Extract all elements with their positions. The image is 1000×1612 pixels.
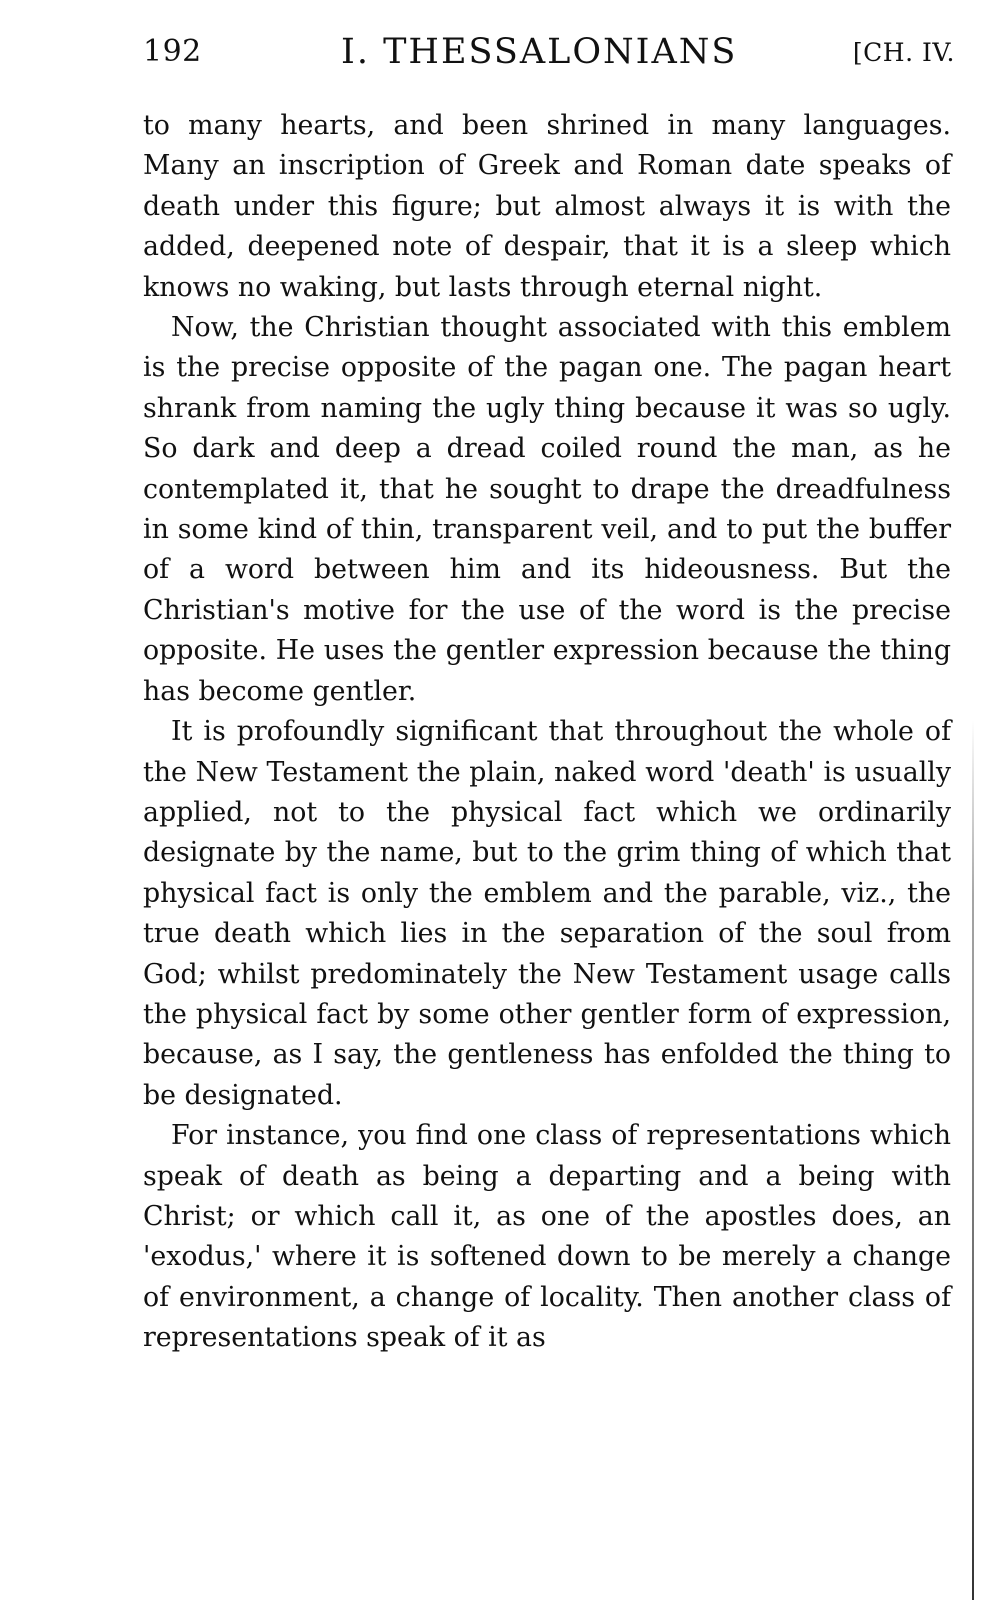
page-number: 192	[143, 34, 202, 69]
running-title: I. THESSALONIANS	[341, 32, 738, 72]
page-edge-shadow	[972, 720, 974, 1600]
paragraph: Now, the Christian thought associated with this emblem is the precise opposite of the pagan one. The pagan heart shrank from naming the ugly thing because it was so ugly. So dark and deep a dread coiled round the man, as he contemplated it, that he sought to drape the dreadfulness in some kind of thin, transparent veil, and to put the buffer of a word between him and its hideousness. But the Christian's motive for the use of the word is the precise opposite. He uses the gentler expression because the thing has become gentler.	[143, 312, 951, 707]
paragraph-continued: to many hearts, and been shrined in many languages. Many an inscription of Greek and Roman date speaks of death under this figure; but almost always it is with the added, deepened note of despair, that it is a sleep which knows no waking, but lasts through eternal night.	[143, 110, 951, 303]
page-header	[143, 30, 955, 80]
chapter-reference: [CH. IV.	[852, 38, 955, 67]
paragraph: It is profoundly significant that throughout the whole of the New Testament the plain, naked word 'death' is usually applied, not to the physical fact which we ordinarily designate by the name, but to the grim thing of which that physical fact is only the emblem and the parable, viz., the true death which lies in the separation of the soul from God; whilst predominately the New Testament usage calls the physical fact by some other gentler form of expression, because, as I say, the gentleness has enfolded the thing to be designated.	[143, 716, 951, 1111]
body-text	[143, 106, 951, 1359]
paragraph: For instance, you find one class of representations which speak of death as being a departing and a being with Christ; or which call it, as one of the apostles does, an 'exodus,' where it is softened down to be merely a change of environment, a change of locality. Then another class of representations speak of it as	[143, 1120, 951, 1354]
